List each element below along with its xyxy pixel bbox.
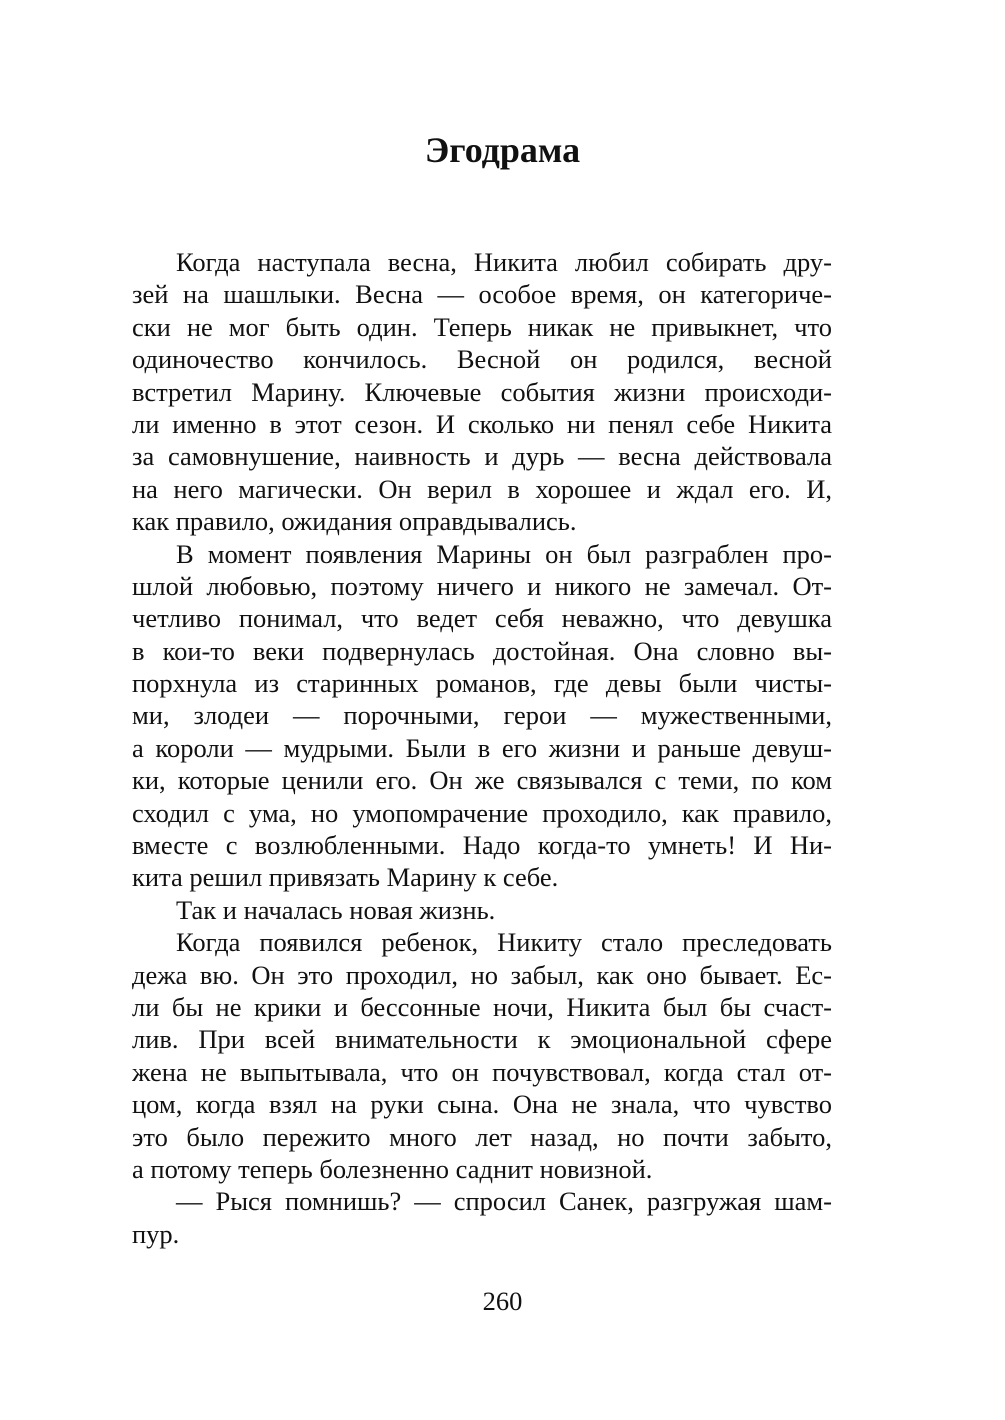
text-line: ки, которые ценили его. Он же связывался с теми, по ком <box>132 765 832 796</box>
text-line: лив. При всей внимательности к эмоциональной сфере <box>132 1024 832 1055</box>
text-line: одиночество кончилось. Весной он родился, весной <box>132 344 832 375</box>
text-line: порхнула из старинных романов, где девы были чисты- <box>132 668 832 699</box>
text-line: вместе с возлюбленными. Надо когда-то умнеть! И Ни- <box>132 830 832 861</box>
text-line: это было пережито много лет назад, но почти забыто, <box>132 1121 832 1152</box>
text-line: а короли — мудрыми. Были в его жизни и раньше девуш- <box>132 732 832 763</box>
text-line: ски не мог быть один. Теперь никак не привыкнет, что <box>132 311 832 342</box>
text-line: встретил Марину. Ключевые события жизни происходи- <box>132 376 832 407</box>
text-line: в кои-то веки подвернулась достойная. Она словно вы- <box>132 635 832 666</box>
text-line: шлой любовью, поэтому ничего и никого не замечал. От- <box>132 570 832 601</box>
text-line: жена не выпытывала, что он почувствовал, когда стал от- <box>132 1056 832 1087</box>
chapter-title: Эгодрама <box>424 130 581 170</box>
text-line: четливо понимал, что ведет себя неважно, что девушка <box>132 603 832 634</box>
page-number: 260 <box>482 1286 523 1316</box>
text-line: пур. <box>132 1218 180 1249</box>
text-line: ли именно в этот сезон. И сколько ни пенял себе Никита <box>132 408 832 439</box>
text-line: кита решил привязать Марину к себе. <box>132 862 559 893</box>
text-line: В момент появления Марины он был разграблен про- <box>176 538 832 569</box>
text-line: как правило, ожидания оправдывались. <box>132 506 577 537</box>
text-line: за самовнушение, наивность и дурь — весна действовала <box>132 441 832 472</box>
text-line: Когда появился ребенок, Никиту стало преследовать <box>176 927 832 958</box>
body-text <box>132 246 832 1250</box>
text-line: на него магически. Он верил в хорошее и ждал его. И, <box>132 473 832 504</box>
text-line: ли бы не крики и бессонные ночи, Никита был бы счаст- <box>132 991 832 1022</box>
text-line: зей на шашлыки. Весна — особое время, он категориче- <box>132 279 832 310</box>
text-line: Так и началась новая жизнь. <box>176 894 496 925</box>
text-line: а потому теперь болезненно саднит новизной. <box>132 1153 653 1184</box>
text-line: цом, когда взял на руки сына. Она не знала, что чувство <box>132 1089 832 1120</box>
text-line: сходил с ума, но умопомрачение проходило, как правило, <box>132 797 832 828</box>
text-line: Когда наступала весна, Никита любил собирать дру- <box>176 247 832 277</box>
text-line: дежа вю. Он это проходил, но забыл, как оно бывает. Ес- <box>132 959 832 990</box>
text-line: — Рыся помнишь? — спросил Санек, разгружая шам- <box>176 1186 832 1217</box>
text-line: ми, злодеи — порочными, герои — мужественными, <box>132 700 832 731</box>
